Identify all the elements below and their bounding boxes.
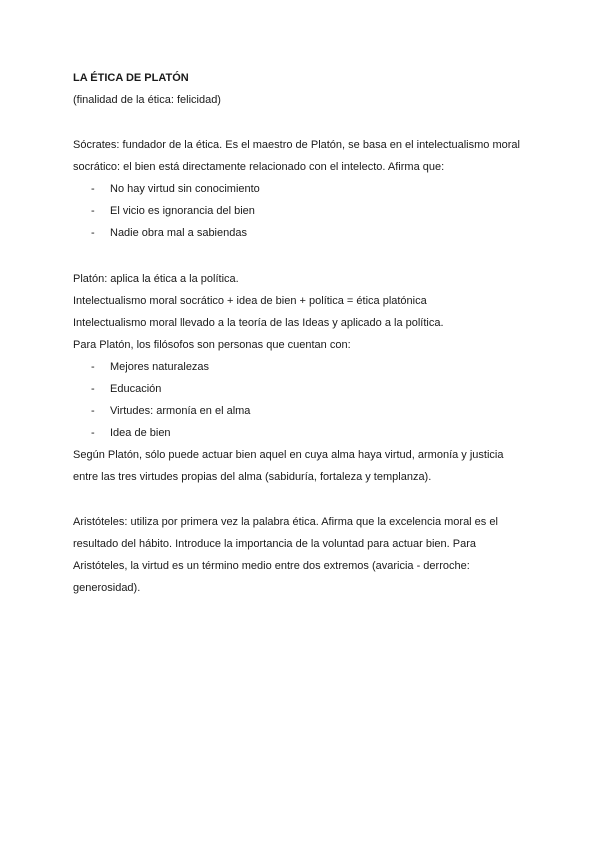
platon-section [73,268,543,488]
aristoteles-line-1: Aristóteles: utiliza por primera vez la palabra ética. Afirma que la excelencia moral es el [73,516,498,528]
bullet-text: No hay virtud sin conocimiento [110,183,260,195]
bullet-dash: - [91,227,95,239]
platon-line-2: Intelectualismo moral socrático + idea de bien + política = ética platónica [73,295,427,307]
bullet-dash: - [91,205,95,217]
bullet-dash: - [91,405,95,417]
aristoteles-line-3: Aristóteles, la virtud es un término medio entre dos extremos (avaricia - derroche: [73,560,470,572]
list-item [73,400,543,422]
socrates-line-2: socrático: el bien está directamente relacionado con el intelecto. Afirma que: [73,161,445,173]
document-title: LA ÉTICA DE PLATÓN [73,72,189,84]
bullet-dash: - [91,183,95,195]
bullet-text: El vicio es ignorancia del bien [110,205,255,217]
bullet-text: Idea de bien [110,427,171,439]
socrates-line-1: Sócrates: fundador de la ética. Es el maestro de Platón, se basa en el intelectualismo moral [73,139,520,151]
bullet-text: Mejores naturalezas [110,361,210,373]
bullet-dash: - [91,427,95,439]
list-item [73,422,543,444]
platon-line-4: Para Platón, los filósofos son personas que cuentan con: [73,339,351,351]
socrates-section [73,134,543,244]
document-subtitle: (finalidad de la ética: felicidad) [73,94,221,106]
list-item [73,222,543,244]
platon-closing-line-1: Según Platón, sólo puede actuar bien aquel en cuya alma haya virtud, armonía y justicia [73,449,504,461]
bullet-text: Virtudes: armonía en el alma [110,405,251,417]
list-item [73,200,543,222]
bullet-dash: - [91,361,95,373]
list-item [73,178,543,200]
platon-line-3: Intelectualismo moral llevado a la teoría de las Ideas y aplicado a la política. [73,317,444,329]
aristoteles-line-2: resultado del hábito. Introduce la importancia de la voluntad para actuar bien. Para [73,538,476,550]
bullet-dash: - [91,383,95,395]
list-item [73,378,543,400]
bullet-text: Educación [110,383,162,395]
aristoteles-section [73,511,543,599]
title-block [73,67,543,111]
list-item [73,356,543,378]
aristoteles-line-4: generosidad). [73,582,141,594]
bullet-text: Nadie obra mal a sabiendas [110,227,247,239]
platon-line-1: Platón: aplica la ética a la política. [73,273,239,285]
platon-closing-line-2: entre las tres virtudes propias del alma (sabiduría, fortaleza y templanza). [73,471,432,483]
